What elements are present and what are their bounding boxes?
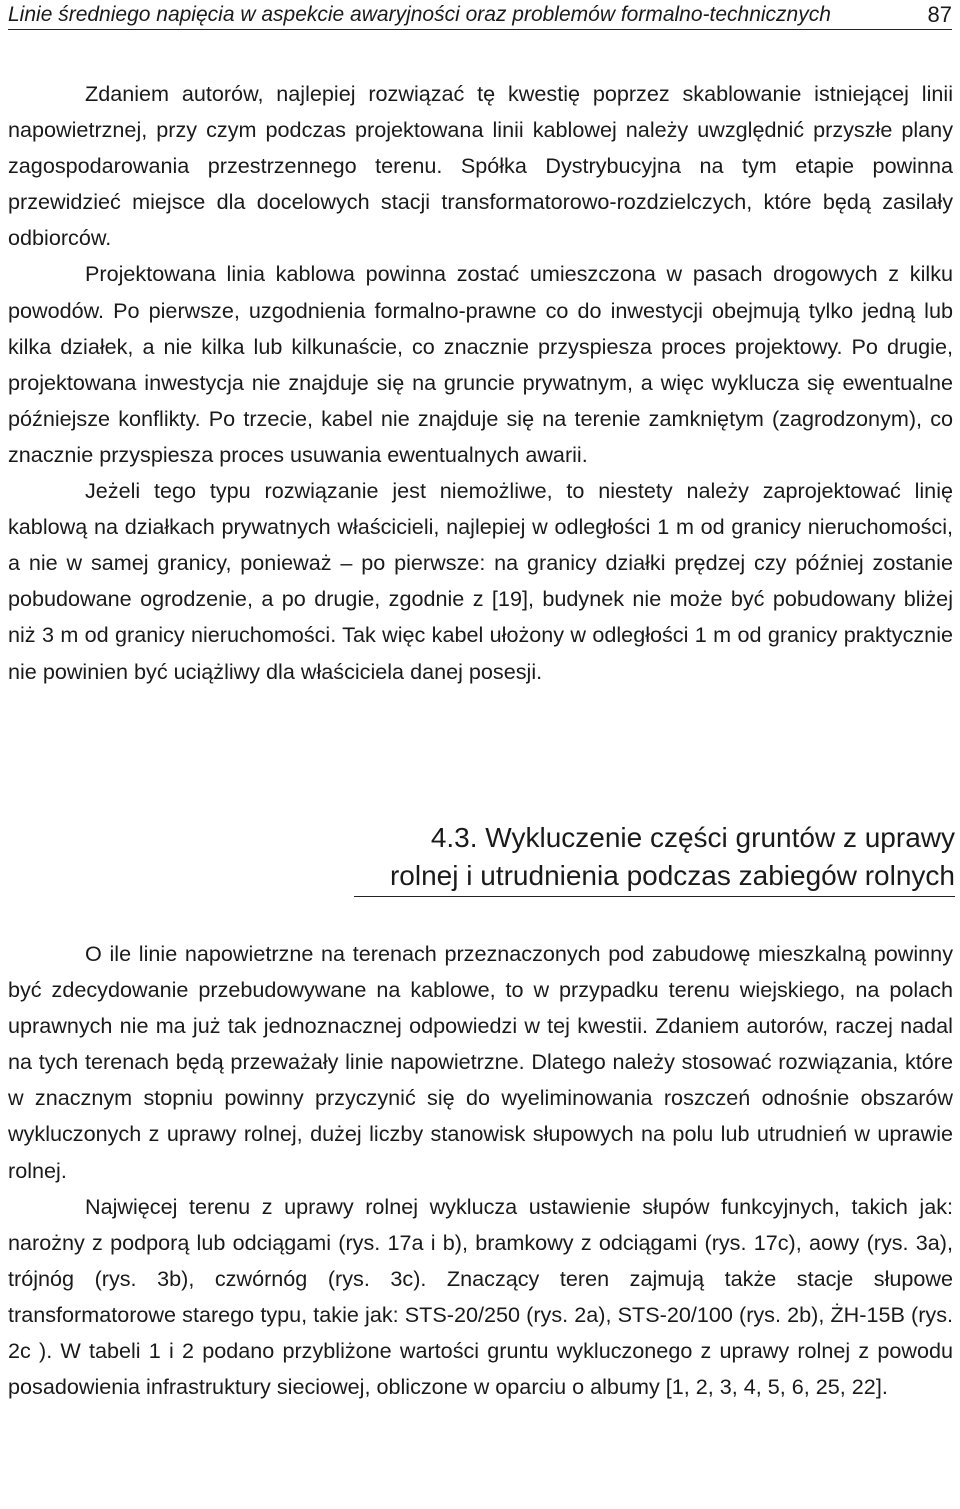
body-text-bottom	[8, 936, 953, 1405]
running-header	[8, 0, 952, 30]
section-heading-line-1: 4.3. Wykluczenie części gruntów z uprawy	[430, 822, 955, 853]
paragraph: Jeżeli tego typu rozwiązanie jest niemożliwe, to niestety należy zaprojektować linię kablową na działkach prywatnych właścicieli, najlepiej w odległości 1 m od granicy nieruchomości, a nie w samej granicy, ponieważ – po pierwsze: na granicy działki prędzej czy później zostanie pobudowane ogrodzenie, a po drugie, zgodnie z [19], budynek nie może być pobudowany bliżej niż 3 m od granicy nieruchomości. Tak więc kabel ułożony w odległości 1 m od granicy praktycznie nie powinien być uciążliwy dla właściciela danej posesji.	[8, 478, 953, 684]
section-heading-line-2: rolnej i utrudnienia podczas zabiegów rolnych	[354, 857, 955, 897]
paragraph: Najwięcej terenu z uprawy rolnej wyklucza ustawienie słupów funkcyjnych, takich jak: narożny z podporą lub odciągami (rys. 17a i b), bramkowy z odciągami (rys. 17c), aowy (rys. 3a), trójnóg (rys. 3b), czwórnóg (rys. 3c). Znaczący teren zajmują także stacje słupowe transformatorowe starego typu, takie jak: STS-20/250 (rys. 2a), STS-20/100 (rys. 2b), ŻH-15B (rys. 2c ). W tabeli 1 i 2 podano przybliżone wartości gruntu wykluczonego z uprawy rolnej z powodu posadowienia infrastruktury sieciowej, obliczone w oparciu o albumy [1, 2, 3, 4, 5, 6, 25, 22].	[8, 1193, 953, 1400]
running-title: Linie średniego napięcia w aspekcie awaryjności oraz problemów formalno-technicznych	[8, 3, 831, 26]
paragraph: O ile linie napowietrzne na terenach przeznaczonych pod zabudowę mieszkalną powinny być zdecydowanie przebudowywane na kablowe, to w przypadku terenu wiejskiego, na polach uprawnych nie ma już tak jednoznacznej odpowiedzi w tej kwestii. Zdaniem autorów, raczej nadal na tych terenach będą przeważały linie napowietrzne. Dlatego należy stosować rozwiązania, które w znacznym stopniu powinny przyczynić się do wyeliminowania roszczeń odnośnie obszarów wykluczonych z uprawy rolnej, dużej liczby stanowisk słupowych na polu lub utrudnień w uprawie rolnej.	[8, 941, 953, 1183]
section-heading	[0, 819, 955, 897]
paragraph: Zdaniem autorów, najlepiej rozwiązać tę kwestię poprzez skablowanie istniejącej linii napowietrznej, przy czym podczas projektowana linii kablowej należy uwzględnić przyszłe plany zagospodarowania przestrzennego terenu. Spółka Dystrybucyjna na tym etapie powinna przewidzieć miejsce dla docelowych stacji transformatorowo-rozdzielczych, które będą zasilały odbiorców.	[8, 81, 953, 251]
paragraph: Projektowana linia kablowa powinna zostać umieszczona w pasach drogowych z kilku powodów. Po pierwsze, uzgodnienia formalno-prawne co do inwestycji obejmują tylko jedną lub kilka działek, a nie kilka lub kilkunaście, co znacznie przyspiesza proces projektowy. Po drugie, projektowana inwestycja nie znajduje się na gruncie prywatnym, a więc wyklucza się ewentualne późniejsze konflikty. Po trzecie, kabel nie znajduje się na terenie zamkniętym (zagrodzonym), co znacznie przyspiesza proces usuwania ewentualnych awarii.	[8, 261, 953, 467]
body-text-top	[8, 76, 953, 690]
page-number: 87	[927, 2, 952, 27]
